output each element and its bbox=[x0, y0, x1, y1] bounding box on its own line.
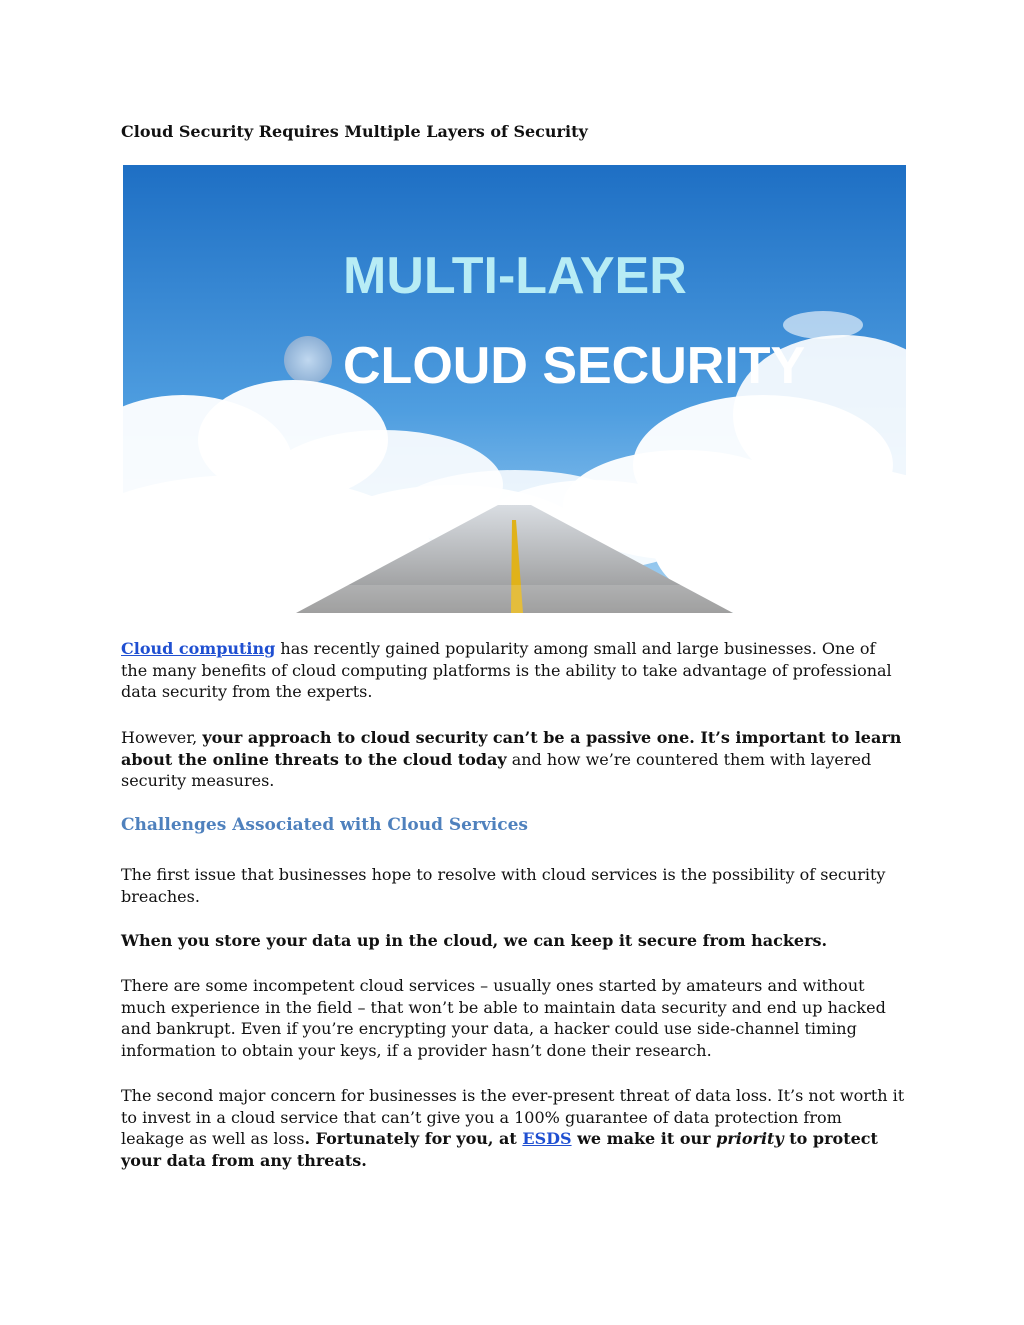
paragraph-bold: your approach to cloud security can’t be a passive one. It’s important to learn about the online threats to the cloud today bbox=[121, 728, 902, 769]
paragraph-cloud-computing bbox=[121, 638, 906, 703]
paragraph-bold: . Fortunately for you, at bbox=[304, 1129, 523, 1148]
paragraph-text: and how we’re countered them with layered security measures. bbox=[121, 749, 872, 790]
paragraph-lead: However, bbox=[121, 728, 203, 747]
paragraph-store-data: When you store your data up in the cloud, we can keep it secure from hackers. bbox=[121, 931, 828, 950]
paragraph-incompetent-services: There are some incompetent cloud services – usually ones started by amateurs and without much experience in the field – that won’t be able to maintain data security and end up hacked and bankrupt. Even if you’re encrypting your data, a hacker could use side-channel timing information to obtain your keys, if a provider hasn’t done their research. bbox=[121, 976, 886, 1060]
paragraph-text: The second major concern for businesses is the ever-present threat of data loss. It’s not worth it to invest in a cloud service that can’t give you a 100% guarantee of data protection from leakage as well as loss bbox=[121, 1086, 905, 1148]
document-title: Cloud Security Requires Multiple Layers of Security bbox=[121, 122, 588, 141]
esds-link[interactable]: ESDS bbox=[522, 1129, 572, 1148]
cloud-computing-link[interactable]: Cloud computing bbox=[121, 639, 276, 658]
hero-line1: MULTI-LAYER bbox=[343, 247, 687, 305]
paragraph-bold: to protect your data from any threats. bbox=[121, 1129, 878, 1170]
paragraph-first-issue: The first issue that businesses hope to resolve with cloud services is the possibility of security breaches. bbox=[121, 865, 886, 906]
paragraph-text: has recently gained popularity among small and large businesses. One of the many benefits of cloud computing platforms is the ability to take advantage of professional data security from the experts. bbox=[121, 639, 892, 701]
paragraph-bold: we make it our bbox=[571, 1129, 717, 1148]
paragraph-data-loss bbox=[121, 1085, 906, 1171]
paragraph-approach bbox=[121, 727, 906, 792]
hero-line2: CLOUD SECURITY bbox=[343, 337, 806, 395]
paragraph-italic: priority bbox=[716, 1129, 784, 1148]
section-heading: Challenges Associated with Cloud Services bbox=[121, 815, 528, 835]
hero-image bbox=[123, 165, 906, 613]
